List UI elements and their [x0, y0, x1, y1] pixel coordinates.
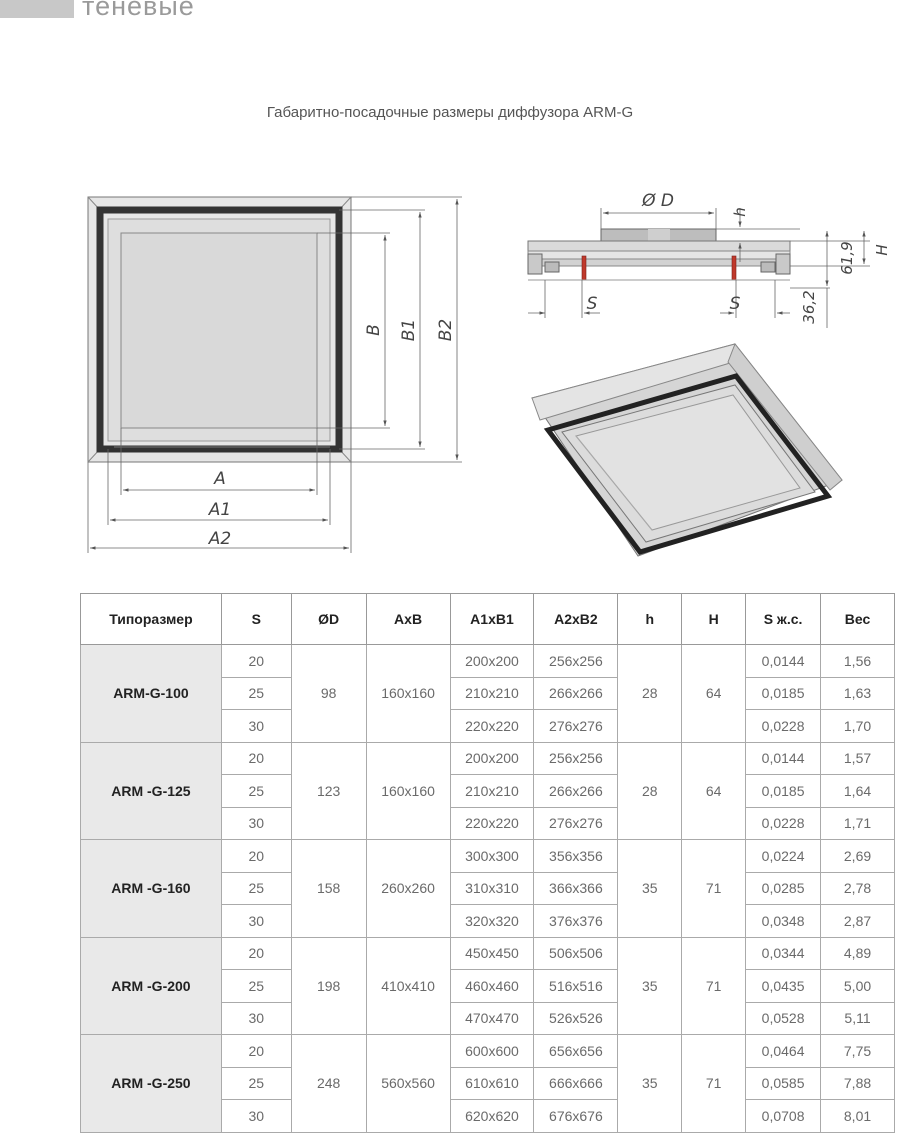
cell-area: 0,0464: [746, 1035, 821, 1068]
dim-label-H: H: [873, 244, 891, 256]
cell-area: 0,0528: [746, 1002, 821, 1035]
cell-a1b1: 450x450: [450, 937, 534, 970]
dim-value-36-2: 36,2: [800, 290, 818, 324]
dim-label-d: Ø D: [642, 191, 674, 211]
cell-area: 0,0144: [746, 645, 821, 678]
type-cell: ARM -G-160: [81, 840, 222, 938]
cell-s: 25: [221, 677, 291, 710]
cell-s: 20: [221, 1035, 291, 1068]
cell-a1b1: 460x460: [450, 970, 534, 1003]
isometric-view: [532, 344, 842, 556]
col-header: h: [618, 594, 682, 645]
cell-H: 64: [682, 645, 746, 743]
cell-a1b1: 310x310: [450, 872, 534, 905]
cell-h: 35: [618, 1035, 682, 1133]
cell-a2b2: 266x266: [534, 775, 618, 808]
cell-s: 25: [221, 1067, 291, 1100]
cell-area: 0,0708: [746, 1100, 821, 1133]
cell-h: 28: [618, 742, 682, 840]
cell-weight: 1,71: [821, 807, 895, 840]
dim-label-s-right: S: [729, 294, 741, 314]
cell-axb: 260x260: [366, 840, 450, 938]
col-header: S ж.с.: [746, 594, 821, 645]
cell-weight: 1,64: [821, 775, 895, 808]
cell-a2b2: 366x366: [534, 872, 618, 905]
cell-a2b2: 516x516: [534, 970, 618, 1003]
type-cell: ARM -G-125: [81, 742, 222, 840]
cell-axb: 560x560: [366, 1035, 450, 1133]
dim-label-a: A: [214, 469, 226, 489]
cell-weight: 1,70: [821, 710, 895, 743]
table-row: [81, 937, 895, 970]
cell-a2b2: 656x656: [534, 1035, 618, 1068]
col-header: Вес: [821, 594, 895, 645]
cell-a2b2: 666x666: [534, 1067, 618, 1100]
cell-s: 30: [221, 710, 291, 743]
cell-a2b2: 256x256: [534, 645, 618, 678]
cell-s: 25: [221, 970, 291, 1003]
dim-label-a2: A2: [208, 529, 232, 549]
cell-a2b2: 506x506: [534, 937, 618, 970]
cell-a1b1: 220x220: [450, 710, 534, 743]
table-row: [81, 840, 895, 873]
cell-H: 64: [682, 742, 746, 840]
cell-s: 20: [221, 645, 291, 678]
cell-a1b1: 610x610: [450, 1067, 534, 1100]
dim-label-a1: A1: [208, 500, 232, 520]
cell-a1b1: 600x600: [450, 1035, 534, 1068]
cell-h: 35: [618, 937, 682, 1035]
cell-area: 0,0185: [746, 677, 821, 710]
cell-h: 35: [618, 840, 682, 938]
cell-a2b2: 276x276: [534, 807, 618, 840]
col-header: ØD: [291, 594, 366, 645]
cell-weight: 7,88: [821, 1067, 895, 1100]
cell-weight: 1,63: [821, 677, 895, 710]
col-header: A1xB1: [450, 594, 534, 645]
dim-label-b1: B1: [399, 318, 419, 342]
cell-a2b2: 266x266: [534, 677, 618, 710]
cell-area: 0,0585: [746, 1067, 821, 1100]
cell-weight: 1,56: [821, 645, 895, 678]
section-dimensions: [528, 208, 870, 328]
type-cell: ARM -G-250: [81, 1035, 222, 1133]
cell-a1b1: 220x220: [450, 807, 534, 840]
cell-s: 30: [221, 1002, 291, 1035]
cell-area: 0,0228: [746, 710, 821, 743]
cell-a1b1: 200x200: [450, 645, 534, 678]
cell-weight: 2,78: [821, 872, 895, 905]
cell-weight: 2,87: [821, 905, 895, 938]
cell-a1b1: 470x470: [450, 1002, 534, 1035]
cell-area: 0,0344: [746, 937, 821, 970]
cell-area: 0,0228: [746, 807, 821, 840]
dim-label-h-small: h: [731, 207, 749, 217]
cell-a2b2: 276x276: [534, 710, 618, 743]
cell-s: 20: [221, 840, 291, 873]
section-view: [528, 229, 790, 280]
col-header: Типоразмер: [81, 594, 222, 645]
cell-area: 0,0144: [746, 742, 821, 775]
cell-a1b1: 300x300: [450, 840, 534, 873]
cell-a1b1: 320x320: [450, 905, 534, 938]
dim-label-b2: B2: [436, 318, 456, 342]
table-row: [81, 742, 895, 775]
cell-area: 0,0348: [746, 905, 821, 938]
cell-weight: 5,00: [821, 970, 895, 1003]
cell-area: 0,0224: [746, 840, 821, 873]
cell-area: 0,0435: [746, 970, 821, 1003]
cell-d: 248: [291, 1035, 366, 1133]
cell-a2b2: 526x526: [534, 1002, 618, 1035]
cell-s: 30: [221, 807, 291, 840]
cell-a1b1: 210x210: [450, 677, 534, 710]
cell-weight: 4,89: [821, 937, 895, 970]
table-row: [81, 1035, 895, 1068]
header-word: теневые: [82, 0, 195, 21]
cell-s: 25: [221, 872, 291, 905]
cell-d: 123: [291, 742, 366, 840]
cell-s: 25: [221, 775, 291, 808]
cell-s: 30: [221, 905, 291, 938]
cell-a2b2: 676x676: [534, 1100, 618, 1133]
cell-axb: 410x410: [366, 937, 450, 1035]
cell-a1b1: 210x210: [450, 775, 534, 808]
col-header: A2xB2: [534, 594, 618, 645]
cell-H: 71: [682, 840, 746, 938]
cell-a2b2: 256x256: [534, 742, 618, 775]
cell-weight: 7,75: [821, 1035, 895, 1068]
type-cell: ARM-G-100: [81, 645, 222, 743]
cell-a2b2: 376x376: [534, 905, 618, 938]
cell-weight: 2,69: [821, 840, 895, 873]
cell-s: 20: [221, 937, 291, 970]
dim-label-b: B: [364, 324, 384, 336]
cell-area: 0,0185: [746, 775, 821, 808]
type-cell: ARM -G-200: [81, 937, 222, 1035]
cell-h: 28: [618, 645, 682, 743]
cell-s: 30: [221, 1100, 291, 1133]
cell-area: 0,0285: [746, 872, 821, 905]
front-view: [88, 197, 351, 462]
cell-weight: 1,57: [821, 742, 895, 775]
cell-H: 71: [682, 937, 746, 1035]
cell-H: 71: [682, 1035, 746, 1133]
cell-d: 98: [291, 645, 366, 743]
dim-value-61-9: 61,9: [838, 241, 856, 275]
cell-axb: 160x160: [366, 645, 450, 743]
cell-a2b2: 356x356: [534, 840, 618, 873]
table-row: [81, 645, 895, 678]
cell-weight: 5,11: [821, 1002, 895, 1035]
cell-a1b1: 200x200: [450, 742, 534, 775]
cell-axb: 160x160: [366, 742, 450, 840]
cell-a1b1: 620x620: [450, 1100, 534, 1133]
col-header: S: [221, 594, 291, 645]
dim-label-s-left: S: [586, 294, 598, 314]
col-header: AxB: [366, 594, 450, 645]
cell-s: 20: [221, 742, 291, 775]
col-header: H: [682, 594, 746, 645]
cell-d: 158: [291, 840, 366, 938]
table-header-row: [81, 594, 895, 645]
cell-d: 198: [291, 937, 366, 1035]
cell-weight: 8,01: [821, 1100, 895, 1133]
page-title: Габаритно-посадочные размеры диффузора ARM-G: [266, 104, 634, 121]
dimensions-table: [80, 593, 895, 1133]
